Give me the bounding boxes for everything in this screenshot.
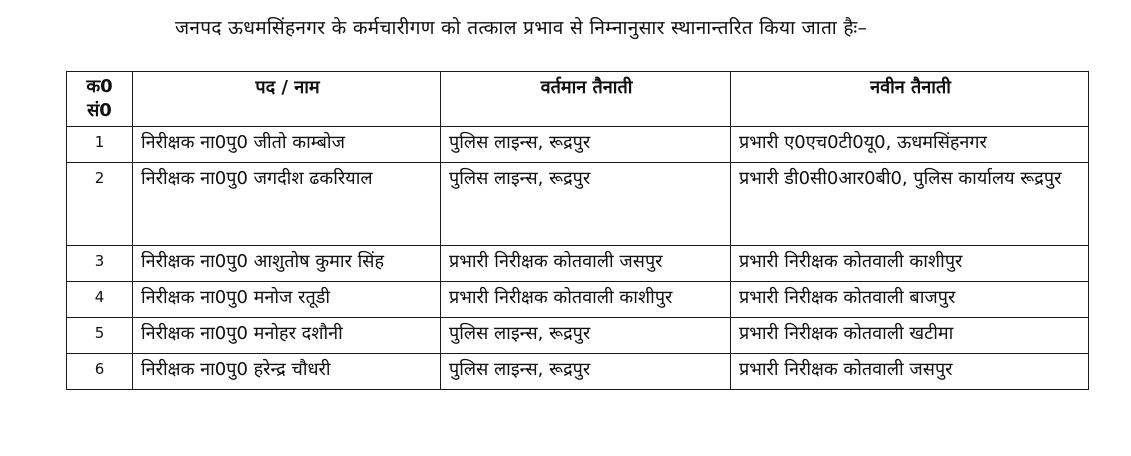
intro-text: जनपद ऊधमसिंहनगर के कर्मचारीगण को तत्काल प्रभाव से निम्नानुसार स्थानान्तरित किया जाता हैः– bbox=[175, 17, 868, 39]
cell-new-posting: प्रभारी ए0एच0टी0यू0, ऊधमसिंहनगर bbox=[731, 127, 1089, 163]
table-row bbox=[67, 127, 1089, 163]
cell-serial: 6 bbox=[67, 354, 133, 390]
table-header-row bbox=[67, 72, 1089, 127]
cell-new-posting: प्रभारी डी0सी0आर0बी0, पुलिस कार्यालय रूद्रपुर bbox=[731, 163, 1089, 246]
cell-new-posting: प्रभारी निरीक्षक कोतवाली काशीपुर bbox=[731, 246, 1089, 282]
table-row bbox=[67, 246, 1089, 282]
header-new-posting: नवीन तैनाती bbox=[731, 72, 1089, 127]
cell-serial: 4 bbox=[67, 282, 133, 318]
table-row bbox=[67, 282, 1089, 318]
cell-current-posting: प्रभारी निरीक्षक कोतवाली काशीपुर bbox=[441, 282, 731, 318]
cell-post-name: निरीक्षक ना0पु0 मनोहर दशौनी bbox=[133, 318, 441, 354]
cell-serial: 1 bbox=[67, 127, 133, 163]
cell-current-posting: पुलिस लाइन्स, रूद्रपुर bbox=[441, 127, 731, 163]
header-serial-line1: क0 bbox=[86, 76, 113, 97]
cell-current-posting: प्रभारी निरीक्षक कोतवाली जसपुर bbox=[441, 246, 731, 282]
table-row bbox=[67, 163, 1089, 246]
header-serial-number bbox=[67, 72, 133, 127]
cell-serial: 3 bbox=[67, 246, 133, 282]
transfer-table bbox=[66, 71, 1089, 390]
header-serial-line2: सं0 bbox=[87, 100, 112, 121]
cell-current-posting: पुलिस लाइन्स, रूद्रपुर bbox=[441, 318, 731, 354]
cell-post-name: निरीक्षक ना0पु0 जीतो काम्बोज bbox=[133, 127, 441, 163]
cell-post-name: निरीक्षक ना0पु0 हरेन्द्र चौधरी bbox=[133, 354, 441, 390]
table-row bbox=[67, 318, 1089, 354]
cell-serial: 5 bbox=[67, 318, 133, 354]
cell-post-name: निरीक्षक ना0पु0 जगदीश ढकरियाल bbox=[133, 163, 441, 246]
header-post-name: पद / नाम bbox=[133, 72, 441, 127]
cell-current-posting: पुलिस लाइन्स, रूद्रपुर bbox=[441, 354, 731, 390]
header-current-posting: वर्तमान तैनाती bbox=[441, 72, 731, 127]
cell-new-posting: प्रभारी निरीक्षक कोतवाली बाजपुर bbox=[731, 282, 1089, 318]
table-row bbox=[67, 354, 1089, 390]
cell-post-name: निरीक्षक ना0पु0 मनोज रतूडी bbox=[133, 282, 441, 318]
cell-current-posting: पुलिस लाइन्स, रूद्रपुर bbox=[441, 163, 731, 246]
cell-post-name: निरीक्षक ना0पु0 आशुतोष कुमार सिंह bbox=[133, 246, 441, 282]
cell-serial: 2 bbox=[67, 163, 133, 246]
cell-new-posting: प्रभारी निरीक्षक कोतवाली खटीमा bbox=[731, 318, 1089, 354]
cell-new-posting: प्रभारी निरीक्षक कोतवाली जसपुर bbox=[731, 354, 1089, 390]
